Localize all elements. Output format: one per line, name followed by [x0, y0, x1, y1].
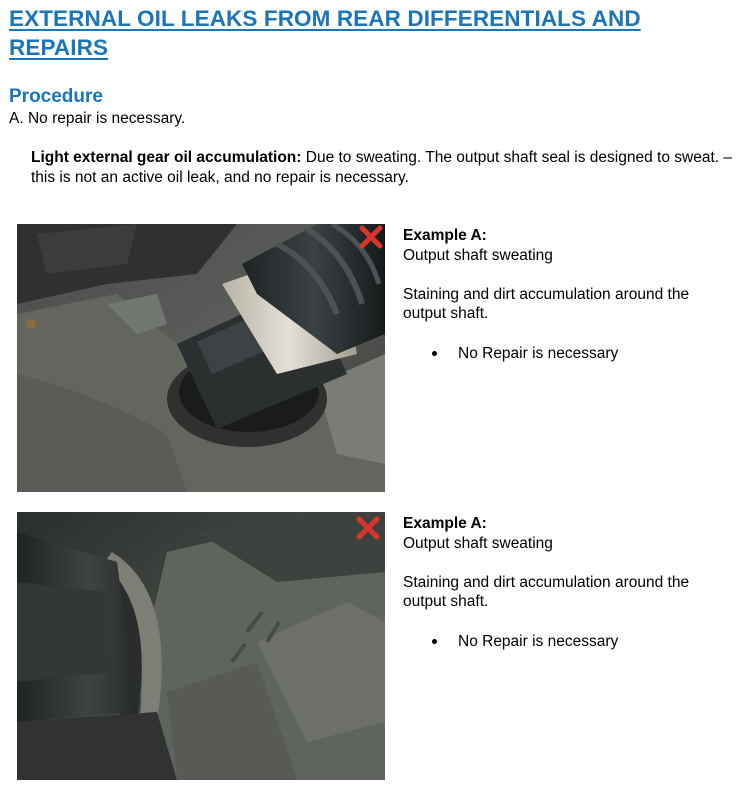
example-2-description: Staining and dirt accumulation around the output shaft. [403, 573, 690, 610]
procedure-item-a: A. No repair is necessary. [9, 110, 186, 127]
example-2-title: Example A: [403, 515, 487, 532]
paragraph-text: Due to sweating. The output shaft seal is designed to sweat. – this is not an active oil leak, and no repair is necessary. [31, 149, 732, 186]
red-x-icon [356, 516, 380, 540]
example-1-subtitle: Output shaft sweating [403, 246, 553, 264]
bullet-icon [432, 639, 437, 644]
sweating-paragraph [31, 148, 735, 187]
example-1-bullet [403, 344, 733, 364]
bullet-icon [432, 351, 437, 356]
page-title: EXTERNAL OIL LEAKS FROM REAR DIFFERENTIALS AND REPAIRS [9, 6, 641, 60]
example-1-text [403, 226, 733, 363]
example-1-description: Staining and dirt accumulation around the output shaft. [403, 285, 690, 322]
example-1-title: Example A: [403, 227, 487, 244]
example-2-text [403, 514, 733, 651]
example-2-subtitle: Output shaft sweating [403, 534, 553, 552]
example-2-bullet-text: No Repair is necessary [458, 632, 619, 650]
example-1-bullet-text: No Repair is necessary [458, 344, 619, 362]
procedure-heading: Procedure [9, 86, 103, 107]
paragraph-label: Light external gear oil accumulation: [31, 149, 302, 166]
example-photo-1 [17, 224, 385, 492]
example-photo-2 [17, 512, 385, 780]
red-x-icon [359, 225, 383, 249]
example-2-bullet [403, 632, 733, 652]
